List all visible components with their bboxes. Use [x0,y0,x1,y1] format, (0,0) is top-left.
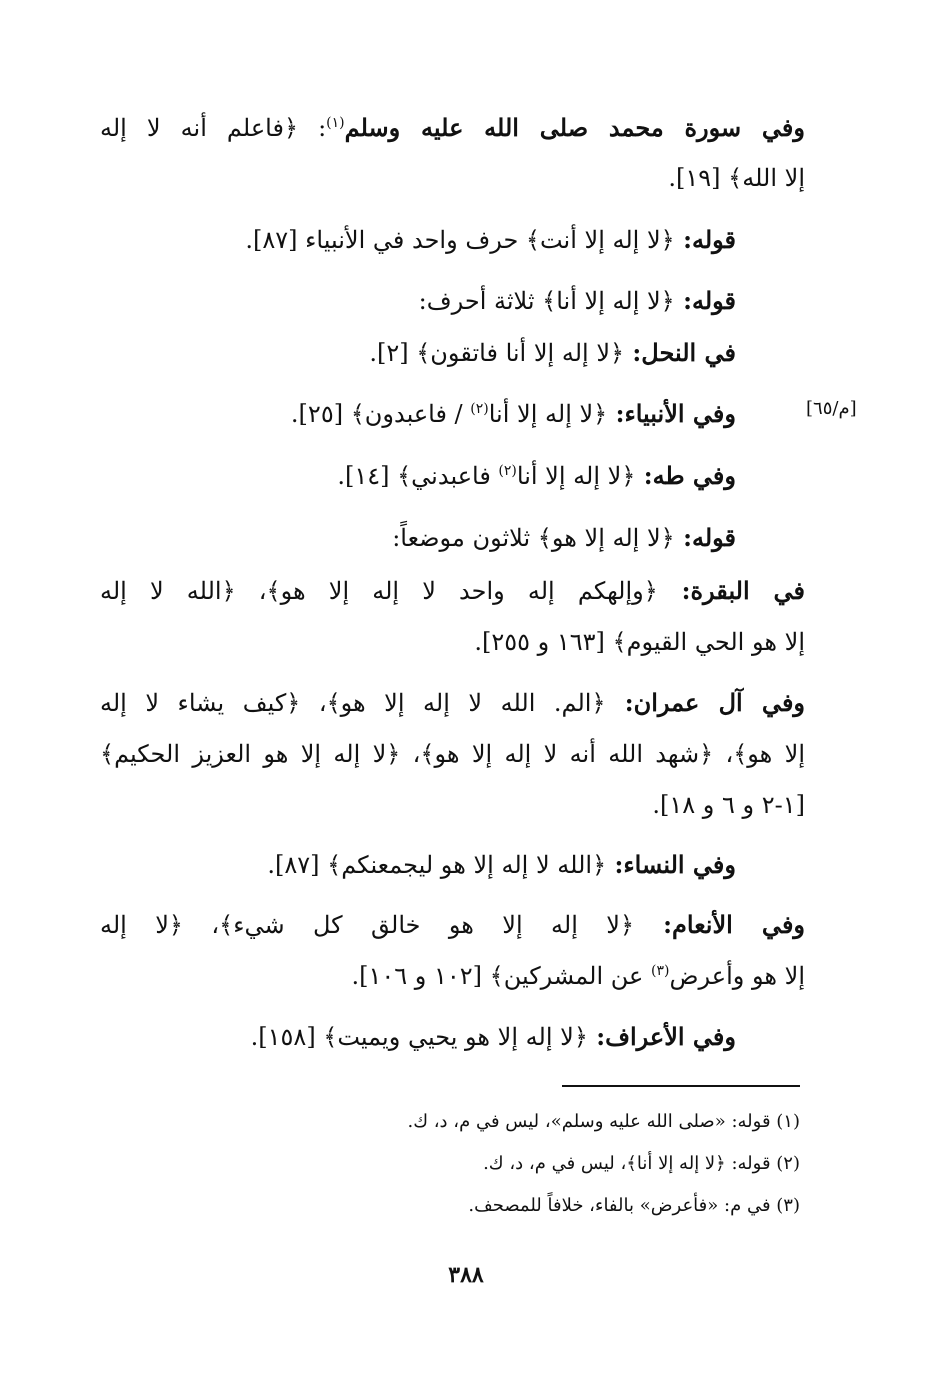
text-line-8 [392,518,736,558]
line-10-text: إلا هو الحي القيوم﴾ [١٦٣ و ٢٥٥]. [474,628,805,656]
line-8-rest: ﴿لا إله إلا هو﴾ ثلاثون موضعاً: [392,524,675,552]
footnote-2: (٢) قوله: ﴿لا إله إلا أنا﴾، ليس في م، د، ك. [483,1153,800,1174]
margin-manuscript-note: [م/٦٥] [806,398,857,419]
footnote-ref-2b: (٢) [498,463,517,479]
text-line-4 [419,281,736,321]
line-1-rest: : ﴿فاعلم أنه لا إله [100,114,327,142]
line-9-bold: في البقرة: [657,576,805,605]
line-14-bold: وفي النساء: [606,850,736,879]
line-5-bold: في النحل: [624,338,736,367]
text-line-6 [291,394,736,434]
line-6-rest2: / فاعبدون﴾ [٢٥]. [290,400,471,428]
line-1-bold: وفي سورة محمد صلى الله عليه وسلم [344,113,805,142]
line-8-bold: قوله: [674,523,736,552]
line-2-text: إلا الله﴾ [١٩]. [668,164,805,192]
line-4-bold: قوله: [674,286,736,315]
line-13-text: [١-٢ و ٦ و ١٨]. [652,791,805,819]
line-3-bold: قوله: [674,225,736,254]
text-line-11 [100,683,805,723]
text-line-10 [474,622,805,662]
line-9-rest: ﴿وإلهكم إله واحد لا إله إلا هو﴾، ﴿الله لا إله [100,577,658,605]
line-11-bold: وفي آل عمران: [605,688,806,717]
text-line-15 [100,905,805,945]
text-line-1 [100,108,805,148]
line-4-rest: ﴿لا إله إلا أنا﴾ ثلاثة أحرف: [418,287,675,315]
text-line-16 [351,956,805,996]
text-line-13 [652,785,805,825]
line-7-rest: ﴿لا إله إلا أنا [516,462,636,490]
footnote-1: (١) قوله: «صلى الله عليه وسلم»، ليس في م، د، ك. [407,1111,800,1132]
text-line-14 [267,845,736,885]
line-12-text: إلا هو﴾، ﴿شهد الله أنه لا إله إلا هو﴾، ﴿لا إله إلا هو العزيز الحكيم﴾ [100,740,805,768]
line-6-rest: ﴿لا إله إلا أنا [488,400,608,428]
footnote-ref-2a: (٢) [470,401,489,417]
line-6-bold: وفي الأنبياء: [607,399,736,428]
line-15-bold: وفي الأنعام: [634,910,805,939]
text-line-7 [337,456,736,496]
text-line-3 [245,220,736,260]
footnote-ref-1: (١) [326,115,345,131]
footnote-3: (٣) في م: «فأعرض» بالفاء، خلافاً للمصحف. [468,1195,800,1216]
line-16-text: إلا هو وأعرض [669,962,805,990]
text-line-9 [100,571,805,611]
line-5-rest: ﴿لا إله إلا أنا فاتقون﴾ [٢]. [369,339,625,367]
line-17-rest: ﴿لا إله إلا هو يحيي ويميت﴾ [١٥٨]. [250,1023,588,1051]
line-17-bold: وفي الأعراف: [587,1022,736,1051]
line-16-rest2: عن المشركين﴾ [١٠٢ و ١٠٦]. [351,962,652,990]
line-15-rest: ﴿لا إله إلا هو خالق كل شيء﴾، ﴿لا إله [100,911,635,939]
page-number: ٣٨٨ [448,1262,484,1288]
text-line-2 [668,158,805,198]
line-7-bold: وفي طه: [635,461,736,490]
line-11-rest: ﴿الم. الله لا إله إلا هو﴾، ﴿كيف يشاء لا إله [100,689,606,717]
text-line-5 [369,333,736,373]
line-7-rest2: فاعبدني﴾ [١٤]. [337,462,499,490]
footnote-ref-3: (٣) [651,963,670,979]
line-3-rest: ﴿لا إله إلا أنت﴾ حرف واحد في الأنبياء [٨٧]. [245,226,675,254]
text-line-17 [251,1017,736,1057]
line-14-rest: ﴿الله لا إله إلا هو ليجمعنكم﴾ [٨٧]. [267,851,607,879]
footnote-separator [562,1085,800,1087]
text-line-12 [100,734,805,774]
